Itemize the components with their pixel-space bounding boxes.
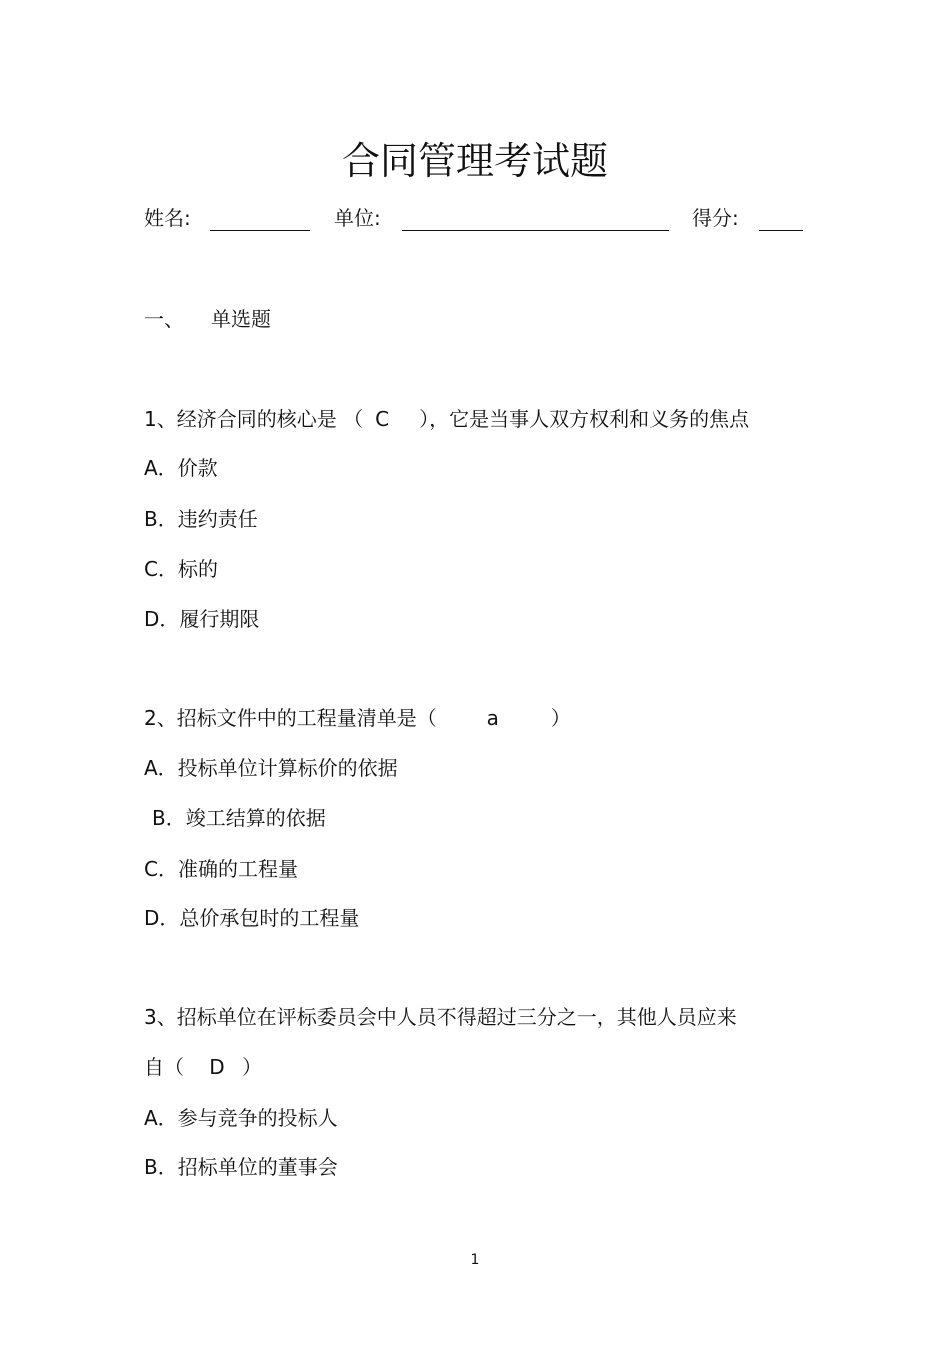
question-1-suffix: ），它是当事人双方权利和义务的焦点 — [419, 407, 750, 431]
question-3-line2-prefix: 自（ — [144, 1055, 184, 1079]
question-1-prefix: 1、经济合同的核心是 （ — [144, 407, 364, 431]
question-3-stem-line-2 — [144, 1053, 262, 1081]
question-3-stem-line-1: 3、招标单位在评标委员会中人员不得超过三分之一，其他人员应来 — [144, 1005, 737, 1029]
question-2-option-b: B．竣工结算的依据 — [152, 806, 326, 830]
question-2-prefix: 2、招标文件中的工程量清单是（ — [144, 706, 437, 730]
name-blank[interactable] — [210, 230, 310, 231]
question-2-answer: a — [486, 706, 499, 730]
page-number: 1 — [470, 1252, 480, 1268]
question-2-option-a: A．投标单位计算标价的依据 — [144, 756, 398, 780]
page-title: 合同管理考试题 — [341, 139, 608, 183]
question-1-option-b: B．违约责任 — [144, 507, 258, 531]
question-3-option-a: A．参与竞争的投标人 — [144, 1106, 338, 1130]
name-label: 姓名: — [144, 206, 191, 230]
question-3-option-b: B．招标单位的董事会 — [144, 1155, 338, 1179]
question-3-suffix: ） — [242, 1055, 262, 1079]
section-number: 一、 — [144, 307, 184, 331]
question-3-answer: D — [209, 1055, 225, 1079]
question-1-option-c: C．标的 — [144, 557, 218, 581]
score-label: 得分: — [692, 206, 739, 230]
question-1-answer: C — [375, 407, 390, 431]
section-title: 单选题 — [211, 307, 271, 331]
unit-label: 单位: — [334, 206, 381, 230]
question-1-option-d: D．履行期限 — [144, 607, 260, 631]
question-2-option-c: C．准确的工程量 — [144, 857, 298, 881]
question-1-option-a: A．价款 — [144, 456, 218, 480]
question-1-stem — [144, 405, 749, 433]
score-blank[interactable] — [759, 230, 803, 231]
question-2-stem — [144, 704, 571, 732]
question-2-option-d: D．总价承包时的工程量 — [144, 906, 360, 930]
question-2-suffix: ） — [550, 706, 571, 730]
unit-blank[interactable] — [402, 230, 669, 231]
